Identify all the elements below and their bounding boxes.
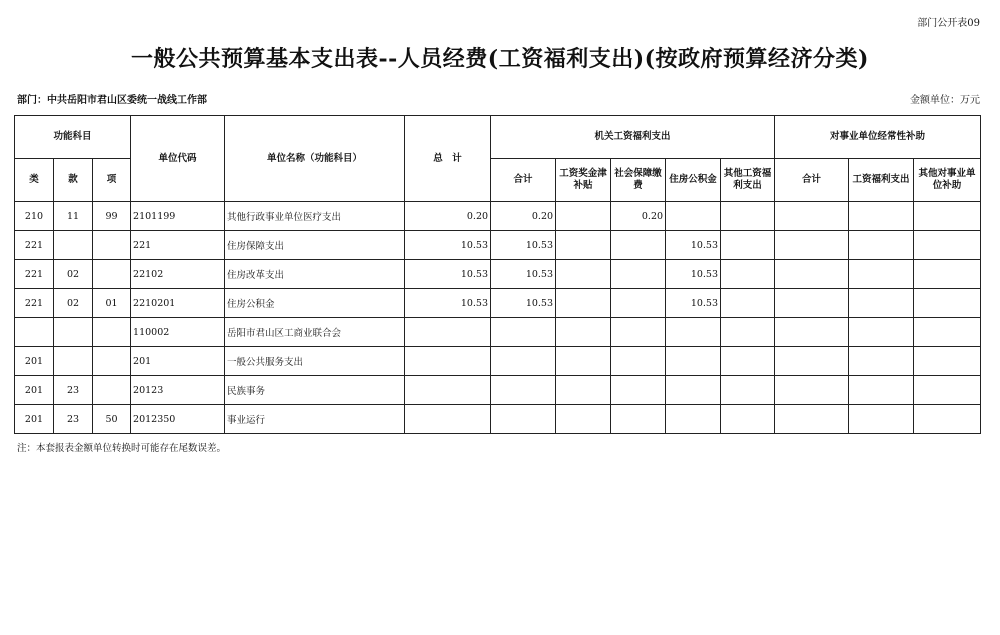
cell-i-sum [775,318,849,347]
cell-total [405,376,491,405]
cell-name: 住房公积金 [225,289,405,318]
cell-i-other [914,231,981,260]
cell-a-wage [556,260,611,289]
cell-xiang [93,347,131,376]
cell-i-other [914,202,981,231]
agency-col-header: 住房公积金 [666,159,721,202]
cell-xiang [93,231,131,260]
cell-a-social [611,347,666,376]
cell-a-other [721,289,775,318]
cell-a-other [721,202,775,231]
cell-a-housing: 10.53 [666,231,721,260]
table-row [15,289,981,318]
table-row [15,347,981,376]
cell-a-social [611,318,666,347]
cell-name: 住房保障支出 [225,231,405,260]
cell-a-wage [556,289,611,318]
cell-a-social [611,405,666,434]
cell-lei: 221 [15,289,54,318]
cell-i-wage [849,318,914,347]
cell-xiang: 01 [93,289,131,318]
cell-a-other [721,260,775,289]
table-row [15,318,981,347]
cell-i-wage [849,376,914,405]
form-code: 部门公开表09 [917,18,980,29]
amount-unit-label: 金额单位：万元 [910,95,980,106]
cell-a-sum [491,347,556,376]
lei-header: 类 [15,159,54,202]
expenditure-table [14,115,981,434]
cell-a-social [611,376,666,405]
cell-lei: 201 [15,376,54,405]
cell-code: 22102 [131,260,225,289]
cell-name: 住房改革支出 [225,260,405,289]
unit-name-header: 单位名称（功能科目） [225,116,405,202]
xiang-header: 项 [93,159,131,202]
cell-i-other [914,260,981,289]
cell-name: 岳阳市君山区工商业联合会 [225,318,405,347]
function-subject-header: 功能科目 [15,116,131,159]
cell-i-sum [775,376,849,405]
kuan-header: 款 [54,159,93,202]
cell-i-sum [775,405,849,434]
cell-a-sum: 10.53 [491,289,556,318]
cell-total: 0.20 [405,202,491,231]
cell-name: 民族事务 [225,376,405,405]
cell-a-housing [666,376,721,405]
cell-a-sum [491,376,556,405]
cell-a-wage [556,376,611,405]
cell-a-housing [666,318,721,347]
department-label: 部门：中共岳阳市君山区委统一战线工作部 [17,95,207,106]
cell-lei [15,318,54,347]
cell-a-wage [556,347,611,376]
agency-col-header: 合计 [491,159,556,202]
unit-code-header: 单位代码 [131,116,225,202]
cell-a-other [721,405,775,434]
table-row [15,231,981,260]
cell-i-sum [775,347,849,376]
cell-lei: 221 [15,260,54,289]
agency-col-header: 其他工资福利支出 [721,159,775,202]
table-row [15,405,981,434]
cell-a-other [721,347,775,376]
cell-a-sum: 0.20 [491,202,556,231]
cell-code: 201 [131,347,225,376]
cell-xiang: 50 [93,405,131,434]
cell-i-wage [849,260,914,289]
cell-a-housing [666,405,721,434]
cell-i-wage [849,347,914,376]
cell-lei: 221 [15,231,54,260]
page-title: 一般公共预算基本支出表--人员经费(工资福利支出)(按政府预算经济分类) [131,46,869,72]
cell-i-other [914,376,981,405]
cell-a-sum: 10.53 [491,260,556,289]
cell-total: 10.53 [405,231,491,260]
institution-col-header: 其他对事业单位补助 [914,159,981,202]
cell-a-other [721,376,775,405]
table-row [15,202,981,231]
cell-lei: 201 [15,347,54,376]
cell-total [405,318,491,347]
cell-xiang: 99 [93,202,131,231]
cell-code: 110002 [131,318,225,347]
cell-i-other [914,318,981,347]
cell-i-wage [849,202,914,231]
cell-i-other [914,289,981,318]
cell-kuan [54,231,93,260]
cell-a-social: 0.20 [611,202,666,231]
cell-a-social [611,260,666,289]
cell-a-wage [556,231,611,260]
cell-total [405,347,491,376]
cell-kuan: 23 [54,376,93,405]
cell-code: 2012350 [131,405,225,434]
cell-a-housing [666,347,721,376]
agency-col-header: 社会保障缴费 [611,159,666,202]
cell-a-housing: 10.53 [666,260,721,289]
cell-i-other [914,347,981,376]
cell-name: 事业运行 [225,405,405,434]
cell-xiang [93,318,131,347]
cell-kuan [54,318,93,347]
cell-i-sum [775,231,849,260]
cell-kuan: 02 [54,260,93,289]
cell-xiang [93,376,131,405]
cell-a-sum [491,405,556,434]
cell-i-other [914,405,981,434]
cell-kuan: 02 [54,289,93,318]
cell-total [405,405,491,434]
agency-wage-header: 机关工资福利支出 [491,116,775,159]
cell-a-wage [556,405,611,434]
cell-a-social [611,289,666,318]
total-header: 总 计 [405,116,491,202]
cell-code: 20123 [131,376,225,405]
cell-a-other [721,231,775,260]
table-row [15,376,981,405]
cell-code: 2101199 [131,202,225,231]
cell-total: 10.53 [405,289,491,318]
cell-lei: 201 [15,405,54,434]
cell-total: 10.53 [405,260,491,289]
cell-i-sum [775,289,849,318]
cell-a-sum [491,318,556,347]
footnote: 注：本套报表金额单位转换时可能存在尾数误差。 [17,443,227,454]
cell-a-housing [666,202,721,231]
cell-name: 其他行政事业单位医疗支出 [225,202,405,231]
cell-kuan: 11 [54,202,93,231]
agency-col-header: 工资奖金津补贴 [556,159,611,202]
cell-code: 2210201 [131,289,225,318]
cell-a-other [721,318,775,347]
cell-kuan [54,347,93,376]
cell-a-wage [556,202,611,231]
cell-code: 221 [131,231,225,260]
cell-a-social [611,231,666,260]
cell-i-wage [849,405,914,434]
institution-col-header: 合计 [775,159,849,202]
cell-i-wage [849,289,914,318]
institution-col-header: 工资福利支出 [849,159,914,202]
cell-kuan: 23 [54,405,93,434]
cell-name: 一般公共服务支出 [225,347,405,376]
institution-subsidy-header: 对事业单位经常性补助 [775,116,981,159]
cell-a-sum: 10.53 [491,231,556,260]
cell-a-wage [556,318,611,347]
cell-xiang [93,260,131,289]
cell-a-housing: 10.53 [666,289,721,318]
cell-lei: 210 [15,202,54,231]
cell-i-sum [775,260,849,289]
cell-i-wage [849,231,914,260]
table-row [15,260,981,289]
cell-i-sum [775,202,849,231]
